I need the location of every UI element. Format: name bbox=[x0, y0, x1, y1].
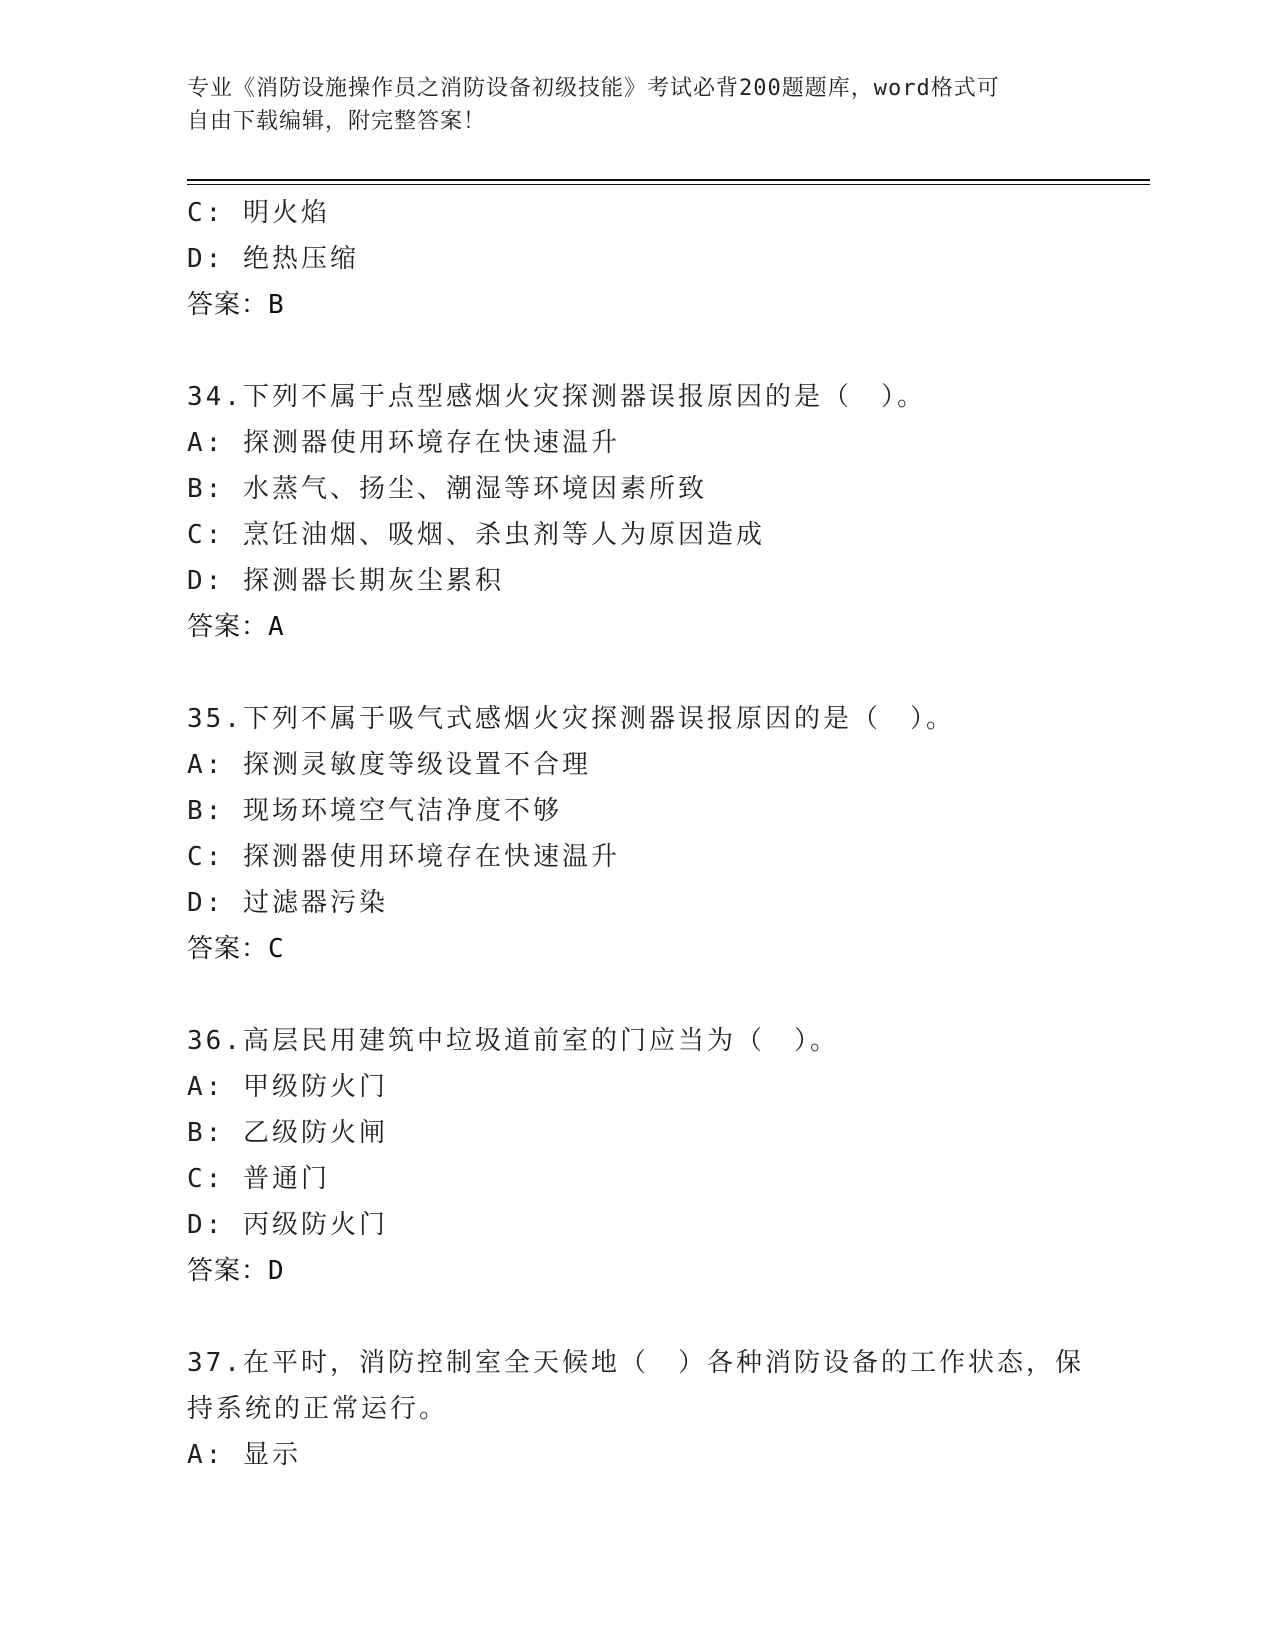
question-34 bbox=[187, 374, 1147, 650]
document-header bbox=[187, 72, 1087, 138]
option-c: C: 明火焰 bbox=[187, 198, 330, 228]
question-content bbox=[187, 190, 1147, 1478]
option-d: D: 绝热压缩 bbox=[187, 244, 359, 274]
answer-line: 答案：A bbox=[187, 612, 285, 642]
question-36 bbox=[187, 1018, 1147, 1294]
question-33-tail bbox=[187, 190, 1147, 328]
option-c: C: 烹饪油烟、吸烟、杀虫剂等人为原因造成 bbox=[187, 520, 765, 550]
question-stem: 34.下列不属于点型感烟火灾探测器误报原因的是（ ）。 bbox=[187, 382, 926, 412]
answer-line: 答案：C bbox=[187, 934, 285, 964]
option-d: D: 丙级防火门 bbox=[187, 1210, 388, 1240]
header-line-2: 自由下载编辑，附完整答案！ bbox=[187, 109, 487, 134]
option-c: C: 探测器使用环境存在快速温升 bbox=[187, 842, 620, 872]
option-b: B: 现场环境空气洁净度不够 bbox=[187, 796, 562, 826]
option-a: A: 甲级防火门 bbox=[187, 1072, 388, 1102]
option-b: B: 乙级防火闸 bbox=[187, 1118, 388, 1148]
option-d: D: 过滤器污染 bbox=[187, 888, 388, 918]
option-c: C: 普通门 bbox=[187, 1164, 330, 1194]
question-stem: 36.高层民用建筑中垃圾道前室的门应当为（ ）。 bbox=[187, 1026, 839, 1056]
question-stem-line-1: 37.在平时，消防控制室全天候地（ ）各种消防设备的工作状态，保 bbox=[187, 1348, 1084, 1378]
question-stem-line-2: 持系统的正常运行。 bbox=[187, 1394, 449, 1424]
answer-line: 答案：D bbox=[187, 1256, 285, 1286]
question-35 bbox=[187, 696, 1147, 972]
answer-line: 答案：B bbox=[187, 290, 285, 320]
header-divider-thick bbox=[187, 179, 1150, 181]
option-b: B: 水蒸气、扬尘、潮湿等环境因素所致 bbox=[187, 474, 707, 504]
option-a: A: 探测灵敏度等级设置不合理 bbox=[187, 750, 591, 780]
question-37 bbox=[187, 1340, 1147, 1478]
question-stem: 35.下列不属于吸气式感烟火灾探测器误报原因的是（ ）。 bbox=[187, 704, 955, 734]
option-d: D: 探测器长期灰尘累积 bbox=[187, 566, 504, 596]
option-a: A: 探测器使用环境存在快速温升 bbox=[187, 428, 620, 458]
option-a: A: 显示 bbox=[187, 1440, 301, 1470]
header-line-1: 专业《消防设施操作员之消防设备初级技能》考试必背200题题库，word格式可 bbox=[187, 76, 1000, 101]
header-divider-thin bbox=[187, 184, 1150, 185]
